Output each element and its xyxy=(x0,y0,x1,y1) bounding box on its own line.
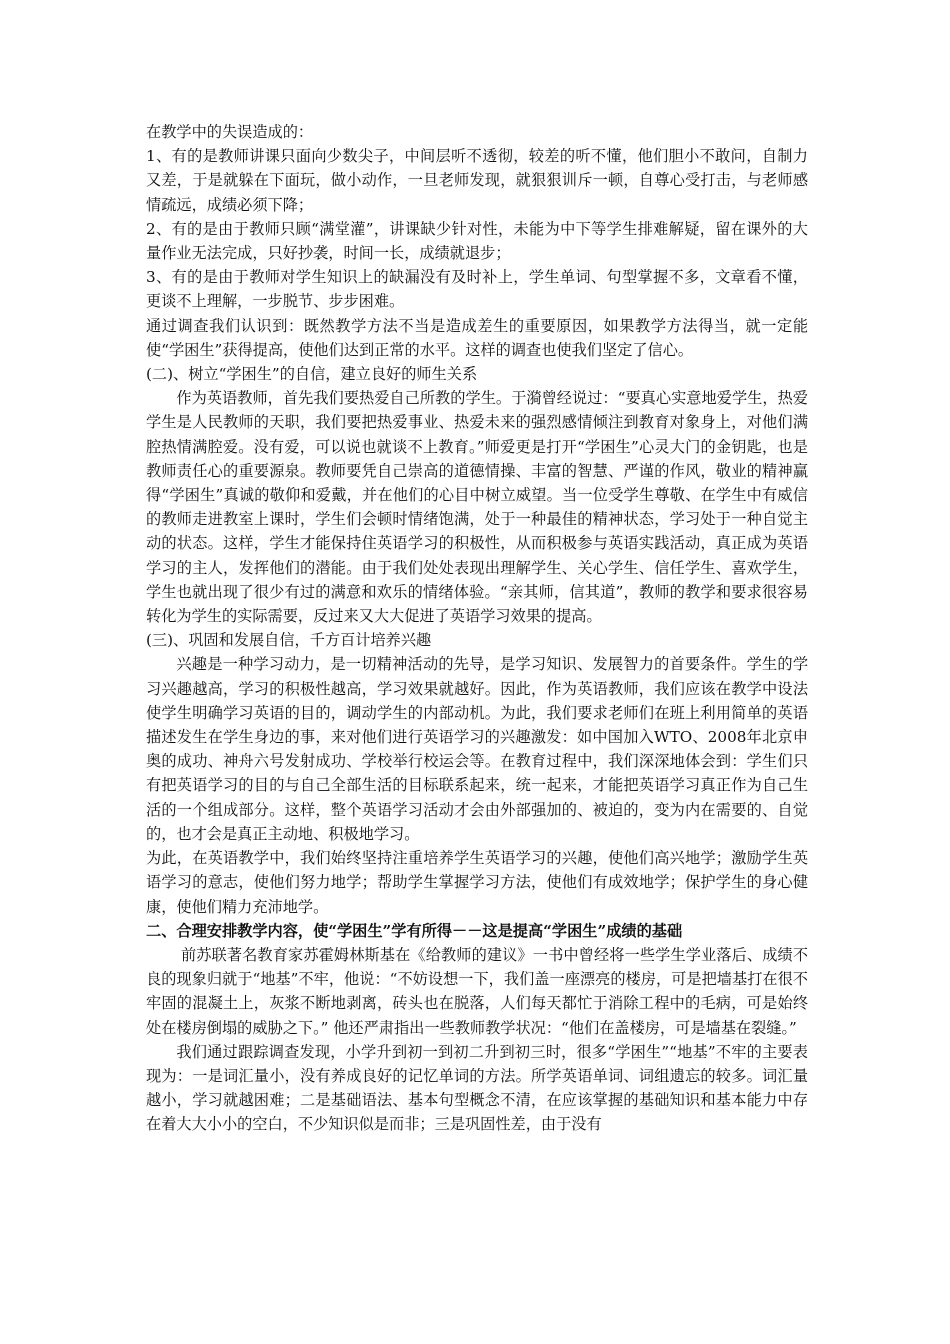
paragraph-intro: 在教学中的失误造成的： xyxy=(146,123,314,141)
document-body xyxy=(146,120,808,1137)
section-heading-3: (三)、巩固和发展自信，千方百计培养兴趣 xyxy=(146,631,432,650)
paragraph-interest-summary: 为此，在英语教学中，我们始终坚持注重培养学生英语学习的兴趣，使他们高兴地学；激励学生英语学习的意志，使他们努力地学；帮助学生掌握学习方法，使他们有成效地学；保护学生的身心健康，使他们精力充沛地学。 xyxy=(146,849,808,916)
paragraph-survey-conclusion: 通过调查我们认识到：既然教学方法不当是造成差生的重要原因，如果教学方法得当，就一定能使“学困生”获得提高，使他们达到正常的水平。这样的调查也使我们坚定了信心。 xyxy=(146,316,808,359)
paragraph-point-1: 1、有的是教师讲课只面向少数尖子，中间层听不透彻，较差的听不懂，他们胆小不敢问，自制力又差，于是就躲在下面玩，做小动作，一旦老师发现，就狠狠训斥一顿，自尊心受打击，与老师感情疏远，成绩必须下降； xyxy=(146,147,808,214)
paragraph-foundation-quote: 前苏联著名教育家苏霍姆林斯基在《给教师的建议》一书中曾经将一些学生学业落后、成绩不良的现象归就于“地基”不牢，他说：“不妨设想一下，我们盖一座漂亮的楼房，可是把墙基打在很不牢固的混凝土上，灰浆不断地剥离，砖头也在脱落，人们每天都忙于消除工程中的毛病，可是始终处在楼房倒塌的威胁之下。” 他还严肃指出一些教师教学状况：“他们在盖楼房，可是墙基在裂缝。” xyxy=(146,945,808,1037)
paragraph-survey-findings: 我们通过跟踪调查发现，小学升到初一到初二升到初三时，很多“学困生”“地基”不牢的主要表现为：一是词汇量小，没有养成良好的记忆单词的方法。所学英语单词、词组遗忘的较多。词汇量越小，学习就越困难；二是基础语法、基本句型概念不清，在应该掌握的基础知识和基本能力中存在着大大小小的空白，不少知识似是而非；三是巩固性差，由于没有 xyxy=(146,1042,808,1134)
section-heading-2: (二)、树立“学困生”的自信，建立良好的师生关系 xyxy=(146,365,478,384)
paragraph-interest: 兴趣是一种学习动力，是一切精神活动的先导，是学习知识、发展智力的首要条件。学生的学习兴趣越高，学习的积极性越高，学习效果就越好。因此，作为英语教师，我们应该在教学中设法使学生明确学习英语的目的，调动学生的内部动机。为此，我们要求老师们在班上利用简单的英语描述发生在学生身边的事，来对他们进行英语学习的兴趣激发：如中国加入WTO、2008年北京申奥的成功、神舟六号发射成功、学校举行校运会等。在教育过程中，我们深深地体会到：学生们只有把英语学习的目的与自己全部生活的目标联系起来，统一起来，才能把英语学习真正作为自己生活的一个组成部分。这样，整个英语学习活动才会由外部强加的、被迫的，变为内在需要的、自觉的，也才会是真正主动地、积极地学习。 xyxy=(146,655,808,843)
main-heading-2: 二、合理安排教学内容，使“学困生”学有所得－－这是提高“学困生”成绩的基础 xyxy=(146,921,683,940)
paragraph-teacher-love: 作为英语教师，首先我们要热爱自己所教的学生。于漪曾经说过：“要真心实意地爱学生，热爱学生是人民教师的天职，我们要把热爱事业、热爱未来的强烈感情倾注到教育对象身上，对他们满腔热情满腔爱。没有爱，可以说也就谈不上教育。”师爱更是打开“学困生”心灵大门的金钥匙，也是教师责任心的重要源泉。教师要凭自己崇高的道德情操、丰富的智慧、严谨的作风，敬业的精神赢得“学困生”真诚的敬仰和爱戴，并在他们的心目中树立威望。当一位受学生尊敬、在学生中有威信的教师走进教室上课时，学生们会顿时情绪饱满，处于一种最佳的精神状态，学习处于一种自觉主动的状态。这样，学生才能保持住英语学习的积极性，从而积极参与英语实践活动，真正成为英语学习的主人，发挥他们的潜能。由于我们处处表现出理解学生、关心学生、信任学生、喜欢学生，学生也就出现了很少有过的满意和欢乐的情绪体验。“亲其师，信其道”，教师的教学和要求很容易转化为学生的实际需要，反过来又大大促进了英语学习效果的提高。 xyxy=(146,389,808,626)
paragraph-point-3: 3、有的是由于教师对学生知识上的缺漏没有及时补上，学生单词、句型掌握不多，文章看不懂，更谈不上理解，一步脱节、步步困难。 xyxy=(146,268,808,311)
paragraph-point-2: 2、有的是由于教师只顾“满堂灌”，讲课缺少针对性，未能为中下等学生排难解疑，留在课外的大量作业无法完成，只好抄袭，时间一长，成绩就退步； xyxy=(146,219,808,263)
